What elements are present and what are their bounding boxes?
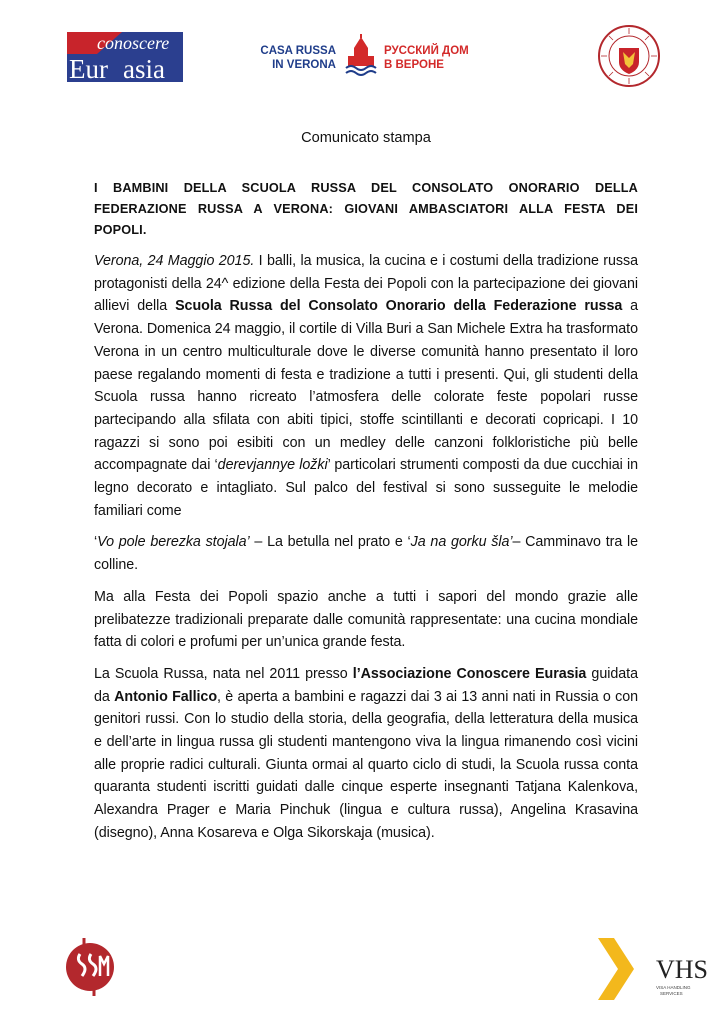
dateline: Verona, 24 Maggio 2015. bbox=[94, 253, 255, 269]
p4-text-b: guidata da bbox=[94, 665, 638, 705]
p1-text-a: I balli, la musica, la cucina e i costumi della tradizione russa protagonisti della 24^ edizione della Festa dei Popoli con la partecipazione dei giovani allievi della bbox=[94, 253, 638, 315]
logo-bottom-word-a: Eur bbox=[69, 54, 108, 84]
paragraph-2 bbox=[94, 531, 638, 576]
p4-bold-a: l’Associazione Conoscere Eurasia bbox=[352, 665, 587, 682]
logo-bottom-word-b: asia bbox=[123, 54, 165, 84]
casa-right-line1: РУССКИЙ ДОМ bbox=[384, 45, 469, 57]
p4-text-c: , è aperta a bambini e ragazzi dai 3 ai 13 anni nati in Russia o con genitori russi. Con lo studio della storia, della geografia, della letteratura della musica e dell’arte in lingua russa gli studenti mantengono viva la lingua rimanendo così vicini alle proprie radici culturali. Giunta ormai al quarto ciclo di studi, la Scuola russa conta quaranta studenti iscritti guidati dalle cinque esperte insegnanti Tatjana Kalenkova, Alexandra Prager e Maria Pinchuk (lingua e cultura russa), Angelina Krasavina (disegno), Anna Kosareva e Olga Sikorskaja (musica). bbox=[94, 688, 638, 841]
casa-left-line1: CASA RUSSA bbox=[260, 45, 336, 57]
p1-bold-a: Scuola Russa del Consolato Onorario della Federazione russa bbox=[175, 298, 623, 315]
vhs-letters: VHS bbox=[656, 955, 709, 984]
press-release-title: I BAMBINI DELLA SCUOLA RUSSA DEL CONSOLATO ONORARIO DELLA FEDERAZIONE RUSSA A VERONA: GIOVANI AMBASCIATORI ALLA FESTA DEI POPOLI. bbox=[94, 181, 638, 237]
p4-text-a: La Scuola Russa, nata nel 2011 presso bbox=[94, 665, 353, 682]
kremlin-tower-icon bbox=[346, 34, 376, 75]
p2-text-a: – La betulla nel prato e ‘ bbox=[249, 534, 411, 551]
conoscere-eurasia-logo bbox=[67, 32, 183, 82]
p2-italic-b: Ja na gorku šla’ bbox=[410, 534, 513, 551]
p1-text-c: ’ particolari strumenti composti da due cucchiai in legno decorato e intagliato. Sul palco del festival si sono susseguite le melodie familiari come bbox=[94, 457, 638, 519]
paragraph-1 bbox=[94, 250, 638, 522]
ssm-monogram-logo-icon bbox=[64, 934, 116, 1000]
casa-right-line2: В ВЕРОНЕ bbox=[384, 59, 444, 71]
press-release-body bbox=[94, 118, 638, 854]
page-heading: Comunicato stampa bbox=[301, 130, 431, 146]
russian-coat-of-arms-seal-icon bbox=[597, 24, 661, 88]
vhs-subtitle-line1: VISA HANDLING bbox=[656, 985, 691, 990]
logo-top-word: conoscere bbox=[97, 33, 170, 53]
paragraph-3: Ma alla Festa dei Popoli spazio anche a tutti i sapori del mondo grazie alle prelibatezze tradizionali preparate dalle comunità rappresentate: una cucina mondiale fatta di colori e profumi per un’unica grande festa. bbox=[94, 588, 638, 651]
p2-quote-open: ‘ bbox=[94, 534, 98, 551]
p1-text-b: a Verona. Domenica 24 maggio, il cortile di Villa Buri a San Michele Extra ha trasformato Verona in un centro multiculturale dove le diverse comunità hanno presentato il loro paese regalando momenti di festa e tradizione a tutti i presenti. Qui, gli studenti della Scuola russa hanno ricreato l’atmosfera delle colorate feste popolari russe partecipando alla sfilata con abiti tipici, stoffe scintillanti e decorati copricapi. I 10 ragazzi si sono poi esibiti con un medley delle canzoni folkloristiche più belle accompagnate dai ‘ bbox=[94, 298, 638, 474]
vhs-subtitle-line2: SERVICES bbox=[660, 991, 683, 996]
p4-bold-b: Antonio Fallico bbox=[114, 688, 218, 705]
casa-left-line2: IN VERONA bbox=[272, 59, 336, 71]
p2-text-b: – Camminavo tra le colline. bbox=[94, 534, 639, 574]
p1-italic-a: derevjannye ložki bbox=[217, 457, 328, 474]
p2-italic-a: Vo pole berezka stojala’ bbox=[97, 534, 250, 551]
vhs-logo bbox=[596, 938, 709, 1000]
vhs-chevron-icon bbox=[598, 938, 634, 1000]
casa-russa-logo bbox=[260, 34, 469, 78]
paragraph-4 bbox=[94, 663, 638, 845]
